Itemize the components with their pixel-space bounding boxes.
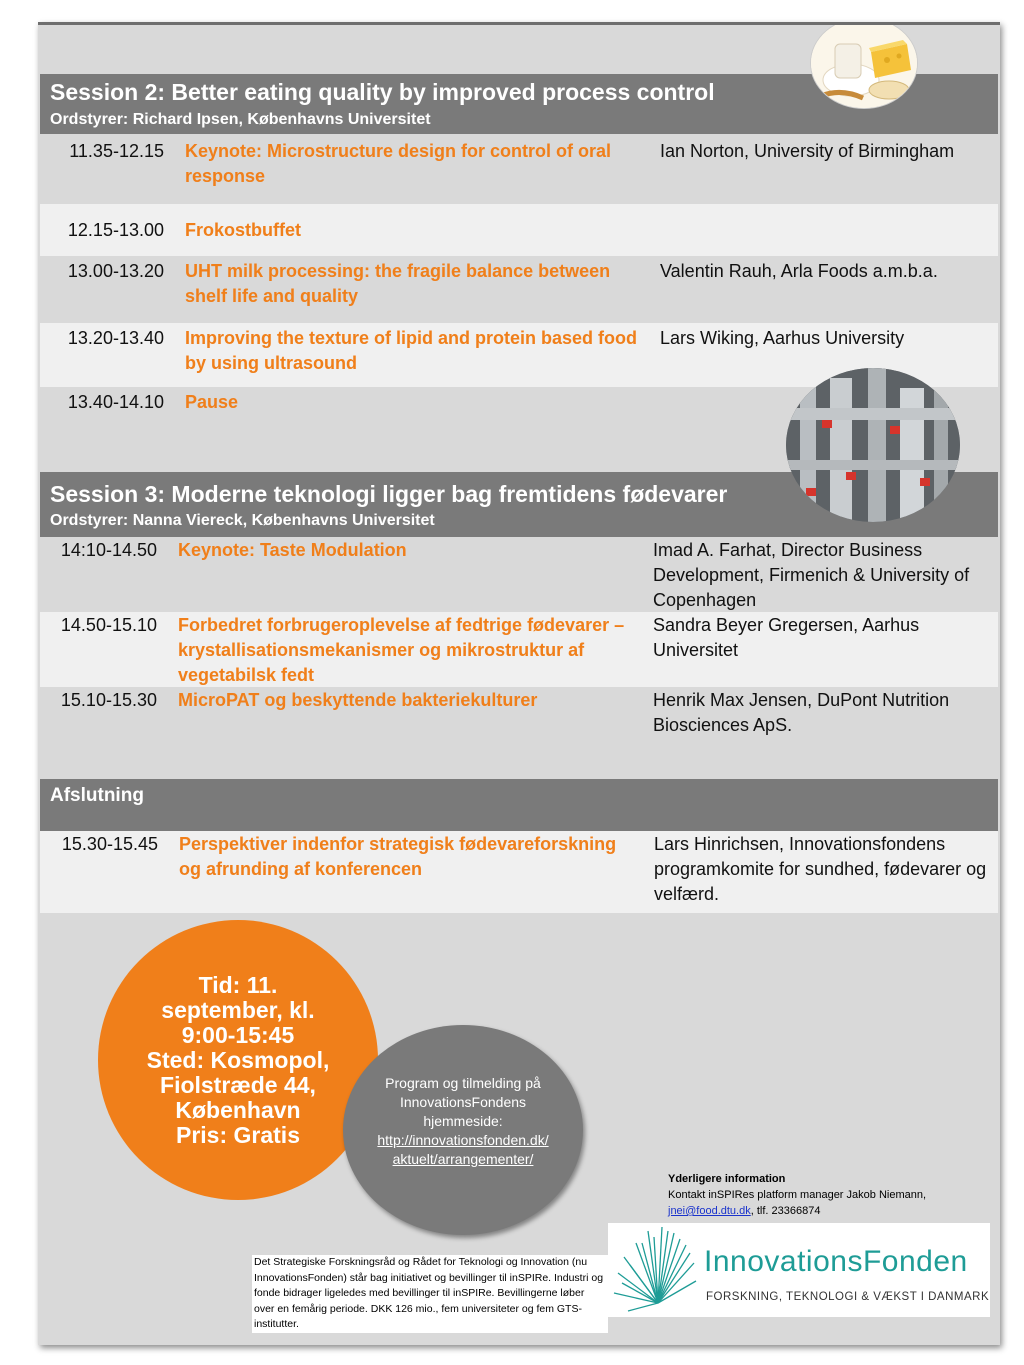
- speaker: Valentin Rauh, Arla Foods a.m.b.a.: [660, 261, 938, 281]
- process-pipes-photo: [786, 368, 960, 522]
- session2-moderator: Ordstyrer: Richard Ipsen, Københavns Universitet: [50, 111, 431, 128]
- more-info: [668, 1171, 968, 1219]
- more-info-email-line: [668, 1203, 968, 1219]
- table-row: [40, 537, 998, 612]
- event-line: Sted: Kosmopol,: [146, 1046, 330, 1073]
- time-cell: 13.00-13.20: [67, 261, 164, 281]
- phone-text: , tlf. 23366874: [750, 1205, 821, 1217]
- time-cell: 11.35-12.15: [69, 141, 164, 161]
- innovationsfonden-logo: [608, 1223, 990, 1317]
- program-link-bubble: [343, 1025, 583, 1235]
- time-cell: 15.10-15.30: [60, 690, 157, 710]
- table-row: [40, 256, 998, 323]
- speaker: Ian Norton, University of Birmingham: [660, 141, 955, 161]
- speaker: Henrik Max Jensen, DuPont Nutrition Biosciences ApS.: [653, 690, 950, 735]
- event-line: 9:00-15:45: [181, 1021, 295, 1048]
- talk-title: Keynote: Taste Modulation: [178, 540, 407, 560]
- program-link-content: [377, 1074, 549, 1169]
- closing-title: Afslutning: [50, 785, 144, 806]
- program-link[interactable]: http://innovationsfonden.dk/aktuelt/arrangementer/: [377, 1131, 549, 1167]
- time-cell: 14.50-15.10: [60, 615, 157, 635]
- logo-tagline: FORSKNING, TEKNOLOGI & VÆKST I DANMARK: [706, 1291, 990, 1303]
- talk-title: MicroPAT og beskyttende bakteriekulturer: [178, 690, 538, 710]
- table-row: [40, 134, 998, 204]
- talk-title: UHT milk processing: the fragile balance between shelf life and quality: [185, 261, 611, 306]
- talk-title: Improving the texture of lipid and protein based food by using ultrasound: [185, 328, 638, 373]
- speaker: Lars Wiking, Aarhus University: [660, 328, 905, 348]
- time-cell: 13.20-13.40: [67, 328, 164, 348]
- event-line: Tid: 11.: [198, 971, 278, 998]
- table-row: [40, 204, 998, 256]
- starburst-icon: [608, 1223, 700, 1317]
- funding-disclaimer: Det Strategiske Forskningsråd og Rådet for Teknologi og Innovation (nu InnovationsFonden) står bag initiativet og bevillinger til inSPIRe. Industri og fonde bidrager ligeledes med bevillinger til inSPIRe. Bevillingerne løber over en femårig periode. DKK 126 mio., fem universiteter og fem GTS-institutter.: [252, 1255, 608, 1333]
- talk-title: Perspektiver indenfor strategisk fødevareforskning og afrunding af konferencen: [179, 834, 617, 879]
- event-line: Pris: Gratis: [175, 1121, 300, 1148]
- talk-title: Frokostbuffet: [185, 220, 301, 240]
- event-line: Fiolstræde 44,: [160, 1071, 316, 1098]
- closing-header: [40, 779, 998, 831]
- time-cell: 12.15-13.00: [67, 220, 164, 240]
- more-info-contact: Kontakt inSPIRes platform manager Jakob Niemann,: [668, 1189, 927, 1201]
- email-link[interactable]: jnei@food.dtu.dk: [668, 1205, 751, 1217]
- table-row: [40, 831, 998, 913]
- logo-name: InnovationsFonden: [704, 1245, 968, 1278]
- event-details-bubble: [98, 920, 378, 1200]
- session3-title: Session 3: Moderne teknologi ligger bag fremtidens fødevarer: [50, 481, 728, 507]
- event-details-text: [147, 973, 330, 1148]
- time-cell: 15.30-15.45: [61, 834, 158, 854]
- talk-title: Pause: [185, 392, 239, 412]
- table-row: [40, 687, 998, 779]
- session2-title: Session 2: Better eating quality by improved process control: [50, 79, 715, 105]
- speaker: Lars Hinrichsen, Innovationsfondens programkomite for sundhed, fødevarer og velfærd.: [654, 834, 987, 904]
- event-line: september, kl.: [161, 996, 315, 1023]
- time-cell: 14:10-14.50: [60, 540, 157, 560]
- event-line: København: [175, 1096, 301, 1123]
- more-info-heading: Yderligere information: [668, 1173, 786, 1185]
- table-row: [40, 612, 998, 687]
- talk-title: Keynote: Microstructure design for control of oral response: [185, 141, 612, 186]
- speaker: Imad A. Farhat, Director Business Development, Firmenich & University of Copenhagen: [653, 540, 970, 610]
- speaker: Sandra Beyer Gregersen, Aarhus Universitet: [653, 615, 920, 660]
- session3-moderator: Ordstyrer: Nanna Viereck, Københavns Universitet: [50, 512, 435, 529]
- talk-title: Forbedret forbrugeroplevelse af fedtrige fødevarer – krystallisationsmekanismer og mikrostruktur af vegetabilsk fedt: [178, 615, 625, 685]
- time-cell: 13.40-14.10: [67, 392, 164, 412]
- program-text: Program og tilmelding på InnovationsFondens hjemmeside:: [385, 1074, 541, 1129]
- program-page: [38, 22, 1000, 1345]
